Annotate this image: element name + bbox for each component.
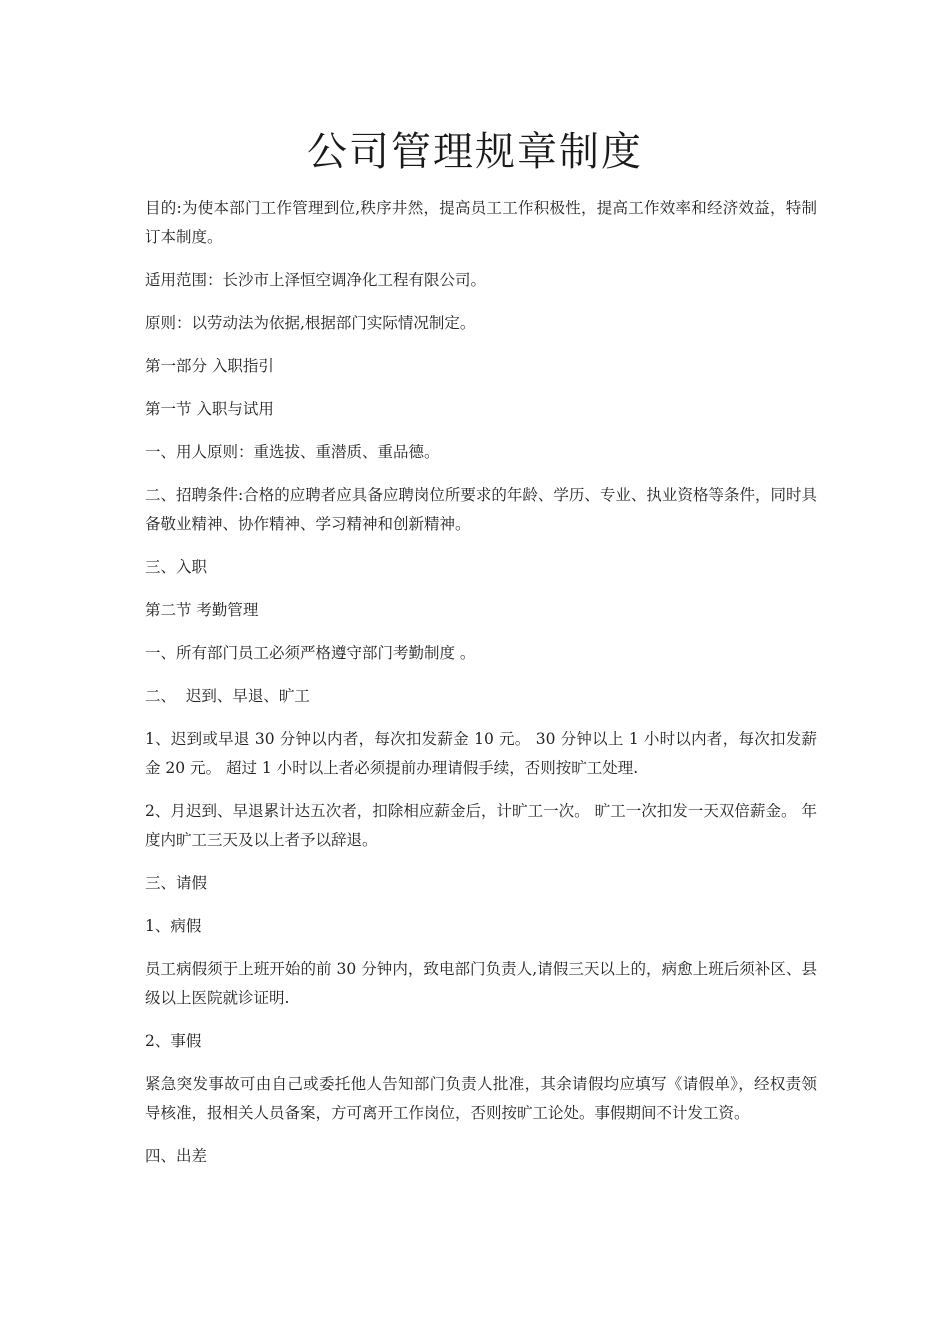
paragraph-hiring-conditions: 二、招聘条件:合格的应聘者应具备应聘岗位所要求的年龄、学历、专业、执业资格等条件，同时具备敬业精神、协作精神、学习精神和创新精神。 [145,486,817,533]
paragraph-late-early-absent: 二、 迟到、早退、旷工 [145,687,310,705]
paragraph-hiring-principle: 一、用人原则：重选拔、重潜质、重品德。 [145,443,440,461]
paragraph-attendance-rule: 一、所有部门员工必须严格遵守部门考勤制度 。 [145,644,476,662]
paragraph-monthly-late: 2、月迟到、早退累计达五次者，扣除相应薪金后，计旷工一次。 旷工一次扣发一天双倍薪金。 年度内旷工三天及以上者予以辞退。 [145,802,817,849]
document-title: 公司管理规章制度 [307,129,643,175]
paragraph-sick-leave-heading: 1、病假 [145,917,202,935]
paragraph-late-penalty: 1、迟到或早退 30 分钟以内者，每次扣发薪金 10 元。 30 分钟以上 1 小时以内者，每次扣发薪金 20 元。 超过 1 小时以上者必须提前办理请假手续，否则按旷工处理. [145,730,817,777]
document-body [145,194,817,1185]
section-heading-part-one: 第一部分 入职指引 [145,357,274,375]
paragraph-sick-leave: 员工病假须于上班开始的前 30 分钟内，致电部门负责人,请假三天以上的，病愈上班后须补区、县级以上医院就诊证明. [145,960,817,1007]
section-heading-chapter-two: 第二节 考勤管理 [145,601,259,619]
paragraph-onboarding: 三、入职 [145,558,208,576]
paragraph-leave: 三、请假 [145,874,208,892]
paragraph-personal-leave-heading: 2、事假 [145,1032,202,1050]
section-heading-chapter-one: 第一节 入职与试用 [145,400,274,418]
paragraph-business-trip: 四、出差 [145,1147,208,1165]
paragraph-scope: 适用范围：长沙市上泽恒空调净化工程有限公司。 [145,271,487,289]
paragraph-purpose: 目的:为使本部门工作管理到位,秩序井然，提高员工工作积极性，提高工作效率和经济效益，特制订本制度。 [145,199,817,246]
paragraph-principle: 原则：以劳动法为依据,根据部门实际情况制定。 [145,314,476,332]
paragraph-personal-leave: 紧急突发事故可由自己或委托他人告知部门负责人批准，其余请假均应填写《请假单》，经权责领导核准，报相关人员备案，方可离开工作岗位，否则按旷工论处。事假期间不计发工资。 [145,1075,817,1122]
